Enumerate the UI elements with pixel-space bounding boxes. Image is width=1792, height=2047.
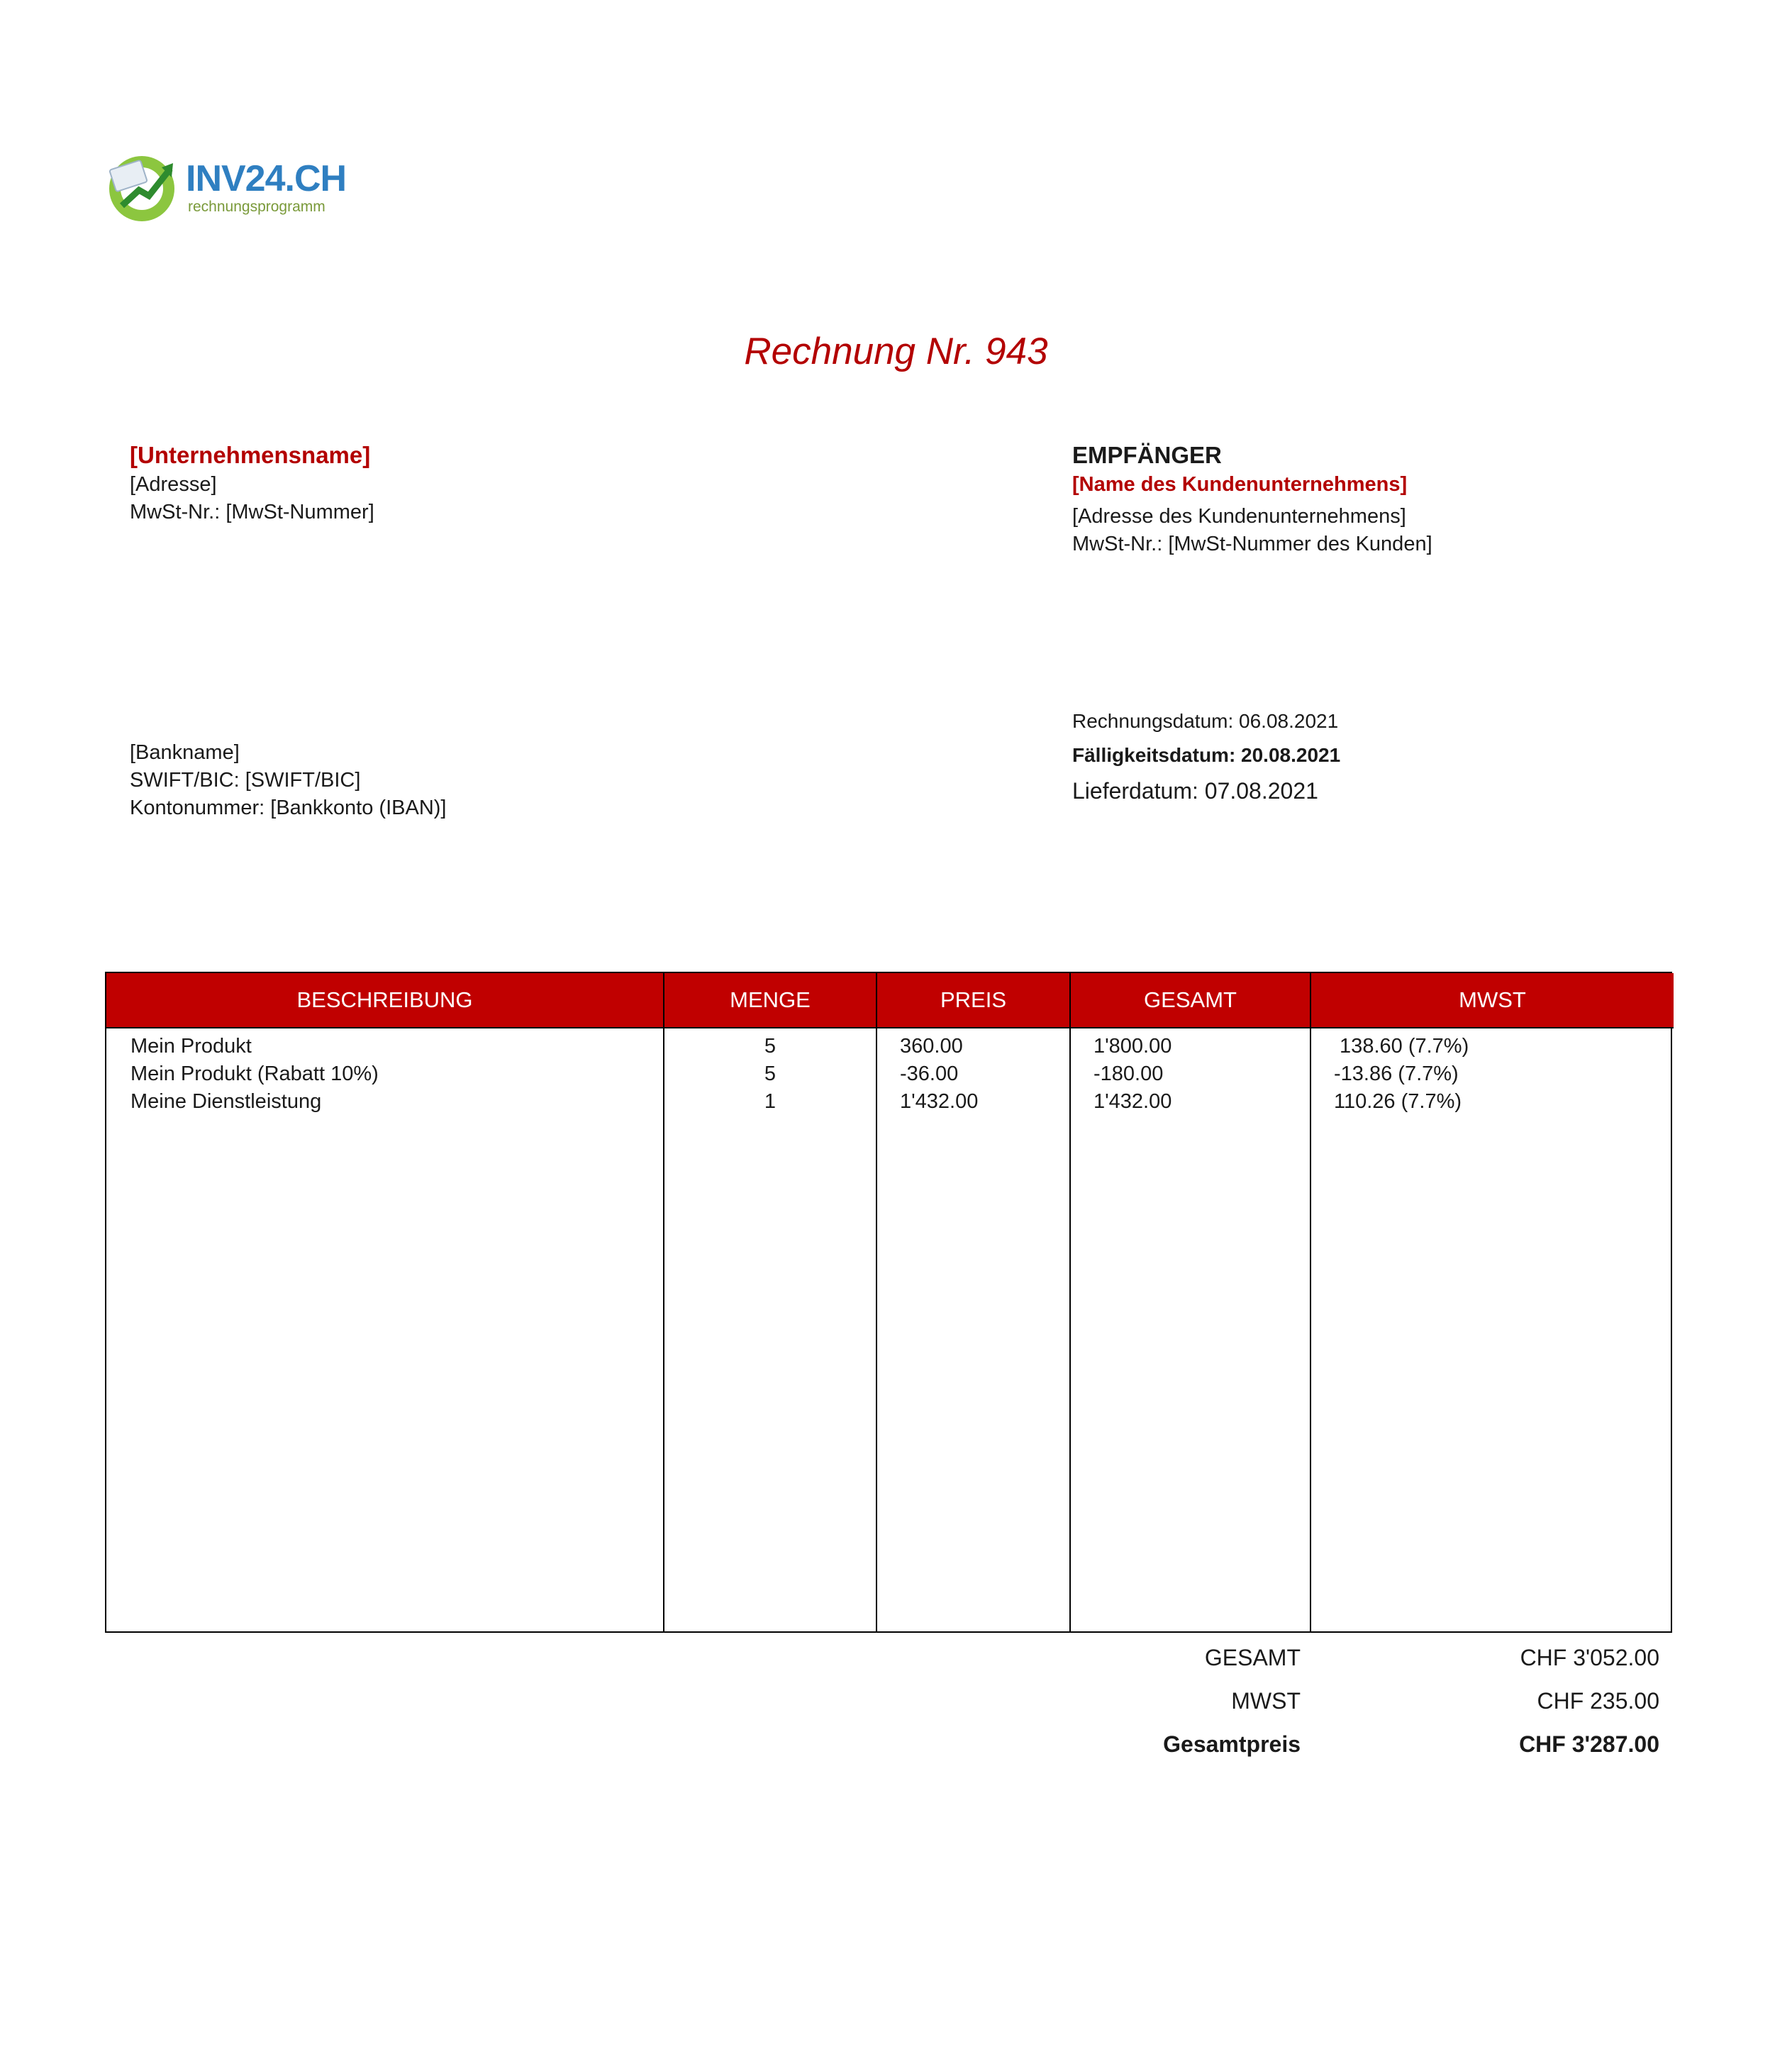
item-price: -36.00 <box>900 1063 959 1085</box>
column-header-total: GESAMT <box>1070 973 1310 1028</box>
column-header-vat: MWST <box>1310 973 1674 1028</box>
item-total: 1'800.00 <box>1093 1035 1172 1058</box>
column-header-price: PREIS <box>876 973 1070 1028</box>
seller-address: [Adresse] <box>130 473 217 496</box>
item-vat: 138.60 (7.7%) <box>1334 1035 1469 1058</box>
item-description: Mein Produkt (Rabatt 10%) <box>130 1063 379 1085</box>
vat-total-label: MWST <box>1231 1688 1301 1714</box>
recipient-vat-number: MwSt-Nr.: [MwSt-Nummer des Kunden] <box>1072 533 1432 555</box>
item-description: Mein Produkt <box>130 1035 252 1058</box>
seller-name: [Unternehmensname] <box>130 442 371 468</box>
seller-vat-number: MwSt-Nr.: [MwSt-Nummer] <box>130 501 374 523</box>
net-total-row <box>1120 1635 1659 1678</box>
delivery-date: Lieferdatum: 07.08.2021 <box>1072 778 1318 804</box>
gross-total-row <box>1120 1721 1659 1765</box>
item-quantity: 5 <box>764 1035 777 1058</box>
column-header-quantity: MENGE <box>664 973 876 1028</box>
recipient-block <box>1072 440 1432 558</box>
gross-total-value: CHF 3'287.00 <box>1519 1731 1659 1757</box>
totals-block <box>1120 1635 1659 1765</box>
logo-brand-text: INV24.CH <box>186 158 347 199</box>
item-total: 1'432.00 <box>1093 1090 1172 1113</box>
total-column <box>1070 1028 1310 1631</box>
seller-block <box>130 440 374 526</box>
bank-details <box>130 739 446 822</box>
net-total-label: GESAMT <box>1204 1645 1301 1670</box>
bank-name: [Bankname] <box>130 741 240 764</box>
recipient-address: [Adresse des Kundenunternehmens] <box>1072 505 1406 528</box>
item-quantity: 5 <box>764 1063 777 1085</box>
company-logo <box>106 150 347 224</box>
item-quantity: 1 <box>764 1090 777 1113</box>
item-vat: -13.86 (7.7%) <box>1334 1063 1459 1085</box>
invoice-date: Rechnungsdatum: 06.08.2021 <box>1072 710 1339 732</box>
recipient-heading: EMPFÄNGER <box>1072 442 1222 468</box>
table-body <box>106 1028 1674 1631</box>
column-header-description: BESCHREIBUNG <box>106 973 664 1028</box>
description-column <box>106 1028 664 1631</box>
vat-total-value: CHF 235.00 <box>1537 1688 1659 1714</box>
item-price: 360.00 <box>900 1035 963 1058</box>
logo-icon <box>106 150 180 224</box>
item-total: -180.00 <box>1093 1063 1164 1085</box>
bank-swift: SWIFT/BIC: [SWIFT/BIC] <box>130 769 361 792</box>
due-date: Fälligkeitsdatum: 20.08.2021 <box>1072 744 1341 766</box>
item-description: Meine Dienstleistung <box>130 1090 322 1113</box>
net-total-value: CHF 3'052.00 <box>1520 1645 1659 1670</box>
price-column <box>876 1028 1070 1631</box>
vat-column <box>1310 1028 1674 1631</box>
table-header-row <box>106 973 1674 1028</box>
invoice-dates <box>1072 704 1340 809</box>
quantity-column <box>664 1028 876 1631</box>
recipient-name: [Name des Kundenunternehmens] <box>1072 473 1408 496</box>
item-price: 1'432.00 <box>900 1090 979 1113</box>
line-items-table <box>105 972 1672 1633</box>
bank-account: Kontonummer: [Bankkonto (IBAN)] <box>130 797 447 819</box>
vat-total-row <box>1120 1678 1659 1721</box>
invoice-title: Rechnung Nr. 943 <box>744 331 1048 372</box>
item-vat: 110.26 (7.7%) <box>1334 1090 1462 1113</box>
gross-total-label: Gesamtpreis <box>1163 1731 1301 1757</box>
logo-tagline: rechnungsprogramm <box>188 199 325 215</box>
